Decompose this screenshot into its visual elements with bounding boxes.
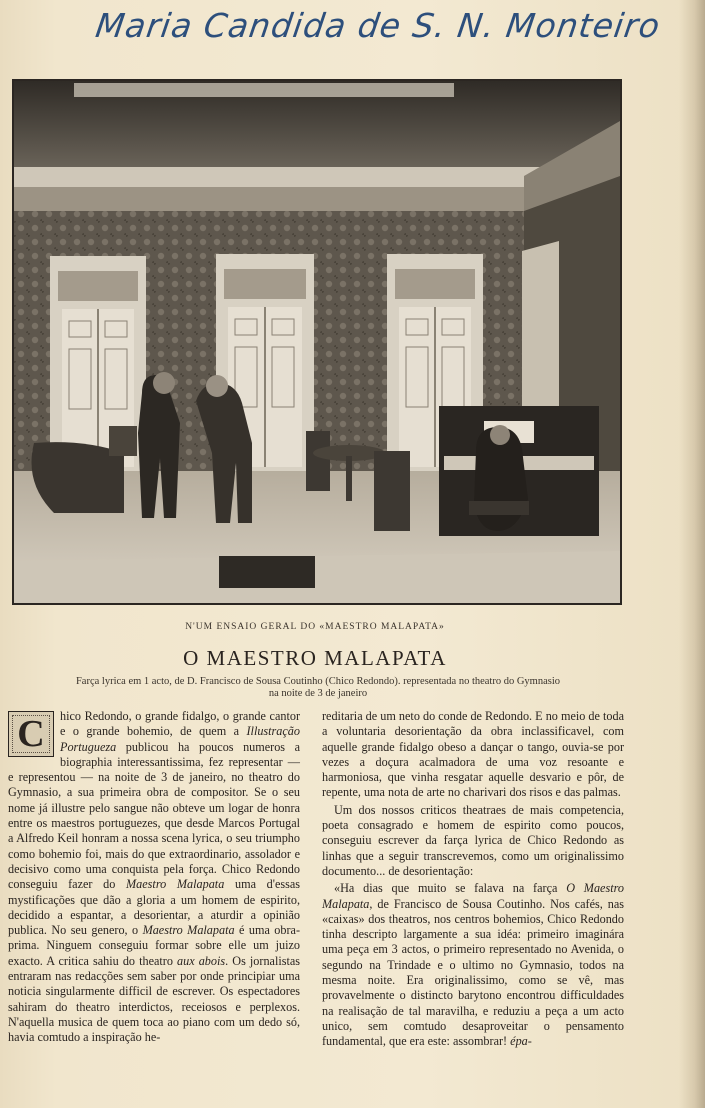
ornamental-dropcap xyxy=(8,711,54,757)
handwritten-signature: Maria Candida de S. N. Monteiro xyxy=(93,6,663,45)
right-paragraph-3 xyxy=(322,881,624,1049)
dropcap-letter: C xyxy=(17,713,45,755)
text-run: publicou ha poucos numeros a biographia interessantissima, fez representar — e representou — na noite de 3 de janeiro, no theatro do Gymnasio, a sua primeira obra de compositor. Se o seu nome já illustre pelo sangue não obteve um logar de honra entre os maestros portuguezes, que desde Marcos Portugal a Alfredo Keil honram a nossa scena lyrica, o seu triumpho como bohemio foi, mais do que extraordinario, assolador e decisivo como uma conquista pela força. Chico Redondo conseguiu fazer do xyxy=(8,739,300,892)
article-title: O MAESTRO MALAPATA xyxy=(183,646,447,670)
subtitle-line-2: na noite de 3 de janeiro xyxy=(268,688,368,699)
right-paragraph-1: reditaria de um neto do conde de Redondo. E no meio de toda a voluntaria desorientação da obra inclassificavel, com aquelle grande fidalgo obeso a dançar o tango, ouvia-se por vezes a doçura acalmadora de uma voz resoante e harmoniosa, que vinha resgatar aquelle desvario e pôr, de repente, uma nota de arte no charivari dos risos e das palmas. xyxy=(322,709,624,800)
text-run: , de Francisco de Sousa Coutinho. Nos cafés, nas «caixas» dos theatros, nos centros bohemios, Chico Redondo tinha descripto largamente a sua idéa: primeiro imaginára uma peça em 3 actos, o primeiro representado no Avenida, o segundo na Trindade e o ultimo no Gymnasio, todos na mesma noite. Era originalissimo, como se vê, mas provavelmente o distincto barytono encontrou difficuldades na realisação de tal maravilha, e reduziu a peça a um acto unico, sem comtudo desaproveitar o pensamento fundamental, que era este: assombrar! xyxy=(322,896,624,1049)
text-run-italic: Maestro Malapata xyxy=(142,923,235,938)
text-run-italic: aux abois xyxy=(177,953,226,968)
text-run-italic: épa- xyxy=(510,1034,532,1049)
text-run: . Os jornalistas entraram nas redacções sem saber por onde principiar uma noticia singularmente difficil de escrever. Os espectadores sahiram do theatro interdictos, receiosos e perplexos. N'aquella musica de quem toca ao piano com um dedo só, havia comtudo a inspiração he- xyxy=(8,953,301,1045)
text-run-italic: Illustração Portugueza xyxy=(60,724,300,754)
text-run: é uma obra-prima. Ninguem conseguiu formar sobre elle um juizo exacto. A critica sahiu do theatro xyxy=(8,923,301,968)
text-run: hico Redondo, o grande fidalgo, o grande cantor e o grande bohemio, de quem a xyxy=(60,709,300,739)
text-run-italic: Maestro Malapata xyxy=(126,877,225,892)
photo-caption: N'UM ENSAIO GERAL DO «MAESTRO MALAPATA» xyxy=(185,622,445,632)
article-subtitle xyxy=(18,676,618,700)
left-paragraph-1 xyxy=(8,709,300,1046)
article-column-right xyxy=(322,709,624,1050)
subtitle-line-1: Farça lyrica em 1 acto, de D. Francisco de Sousa Coutinho (Chico Redondo). representada no theatro do Gymnasio xyxy=(75,676,561,687)
stage-rehearsal-photo-icon xyxy=(14,81,620,603)
article-column-left xyxy=(8,709,300,1046)
text-run: «Ha dias que muito se falava na farça xyxy=(334,881,567,896)
page-binding-shadow xyxy=(679,0,705,1108)
stage-photograph xyxy=(12,79,622,605)
right-paragraph-2: Um dos nossos criticos theatraes de mais competencia, poeta consagrado e homem de espirito como poucos, conseguiu escrever da farça lyrica de Chico Redondo as linhas que a seguir transcrevemos, como um originalissimo documento... de desorientação: xyxy=(322,802,624,878)
text-run-italic: O Maestro Malapata xyxy=(322,881,624,911)
text-run: uma d'essas mystificações que dão a gloria a um homem de espirito, decidido a espantar, a desorientar, a aturdir a opinião publica. No seu genero, o xyxy=(8,877,301,938)
